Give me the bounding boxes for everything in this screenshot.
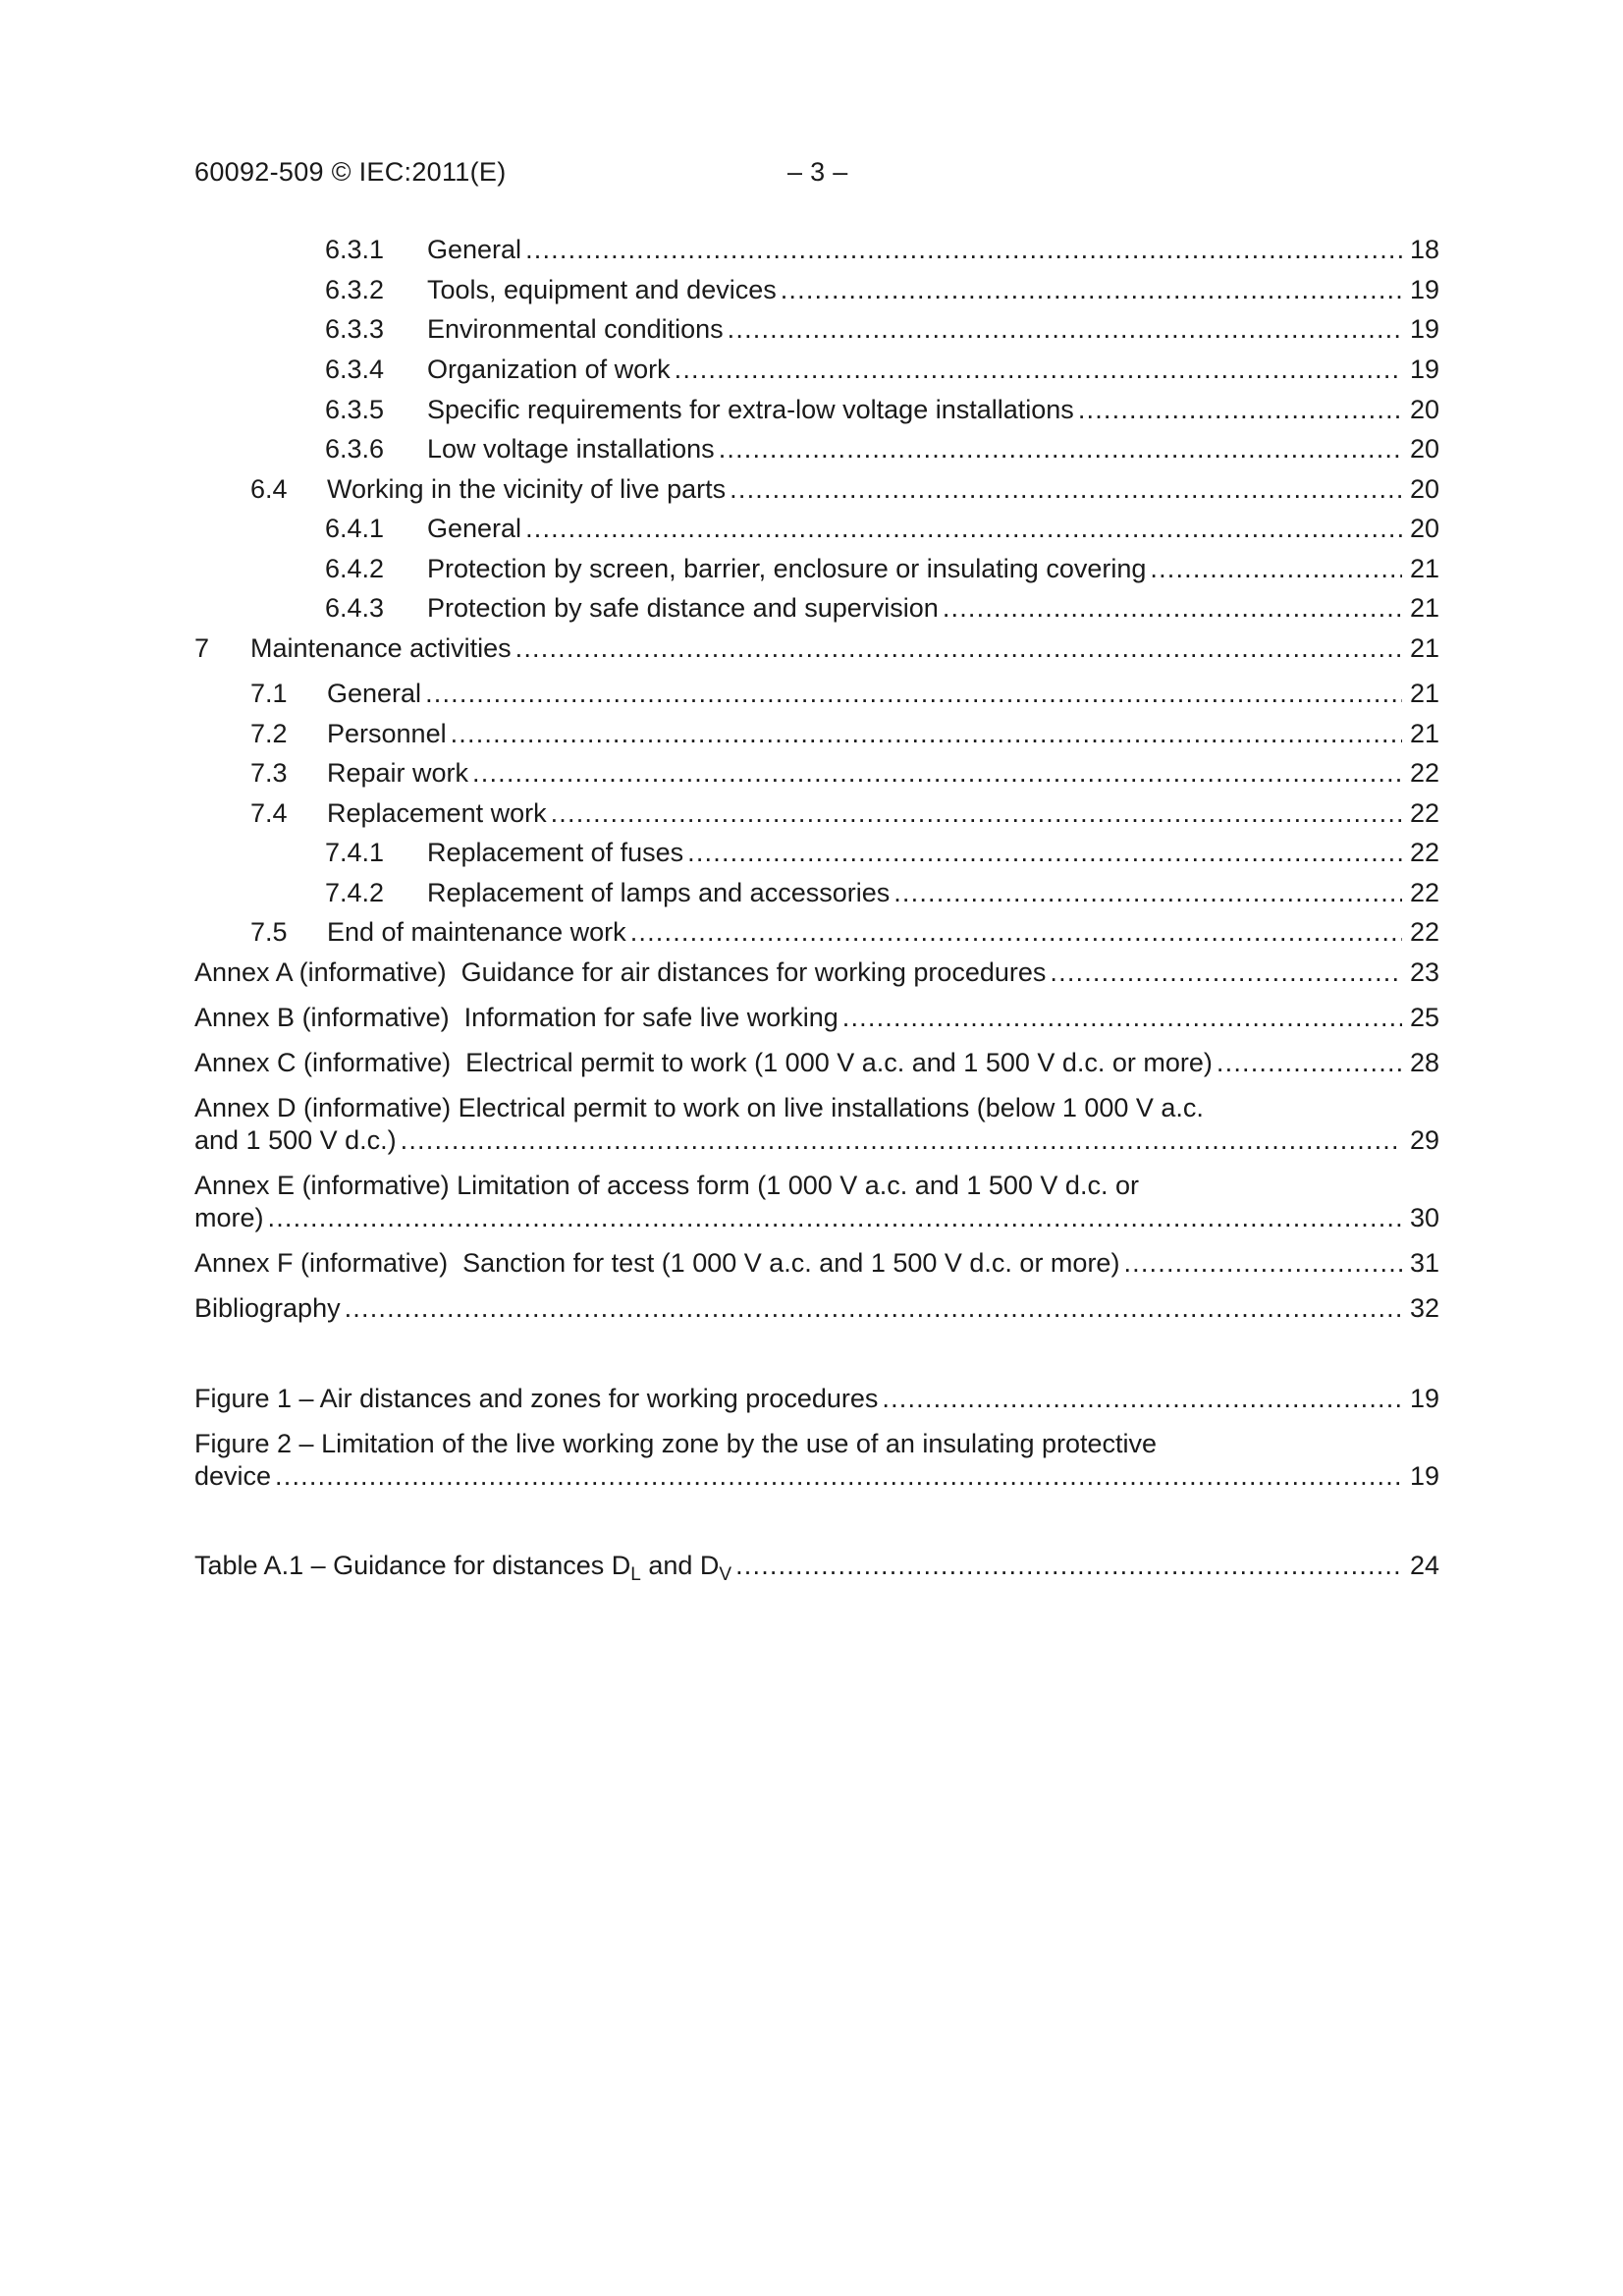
toc-title: Personnel: [327, 719, 447, 748]
toc-entry[interactable]: [194, 353, 1439, 386]
dot-leader: [525, 233, 1402, 266]
dot-leader: [719, 432, 1402, 465]
toc-number: 6.3.6: [325, 434, 385, 464]
dot-leader: [451, 717, 1402, 750]
toc-title: Replacement of fuses: [427, 838, 684, 867]
dot-leader: [472, 756, 1402, 790]
toc-entry[interactable]: [194, 393, 1439, 426]
dot-leader: [425, 677, 1402, 710]
toc-title: Low voltage installations: [427, 434, 715, 464]
annex-title: Annex E (informative) Limitation of access form (1 000 V a.c. and 1 500 V d.c. or: [194, 1171, 1139, 1200]
table-title-text: and D: [640, 1551, 720, 1580]
dot-leader: [1150, 552, 1402, 585]
annex-page: 25: [1409, 1003, 1439, 1032]
toc-entry[interactable]: [194, 717, 1439, 750]
toc-entry[interactable]: [194, 273, 1439, 306]
toc-entry[interactable]: [194, 796, 1439, 830]
toc-number: 7.2: [250, 719, 288, 748]
toc-entry[interactable]: [194, 876, 1439, 909]
toc-entry[interactable]: [194, 836, 1439, 869]
table-page: 24: [1409, 1551, 1439, 1580]
toc-entry[interactable]: [194, 312, 1439, 346]
annex-entry[interactable]: [194, 1246, 1439, 1280]
annex-entry[interactable]: [194, 1169, 1439, 1237]
toc-page: 21: [1409, 633, 1439, 663]
toc-number: 6.3.5: [325, 395, 385, 424]
toc-title: Organization of work: [427, 355, 671, 384]
toc-page: 21: [1409, 554, 1439, 583]
toc-page: 22: [1409, 758, 1439, 788]
toc-title: Replacement work: [327, 798, 547, 828]
annex-entry[interactable]: [194, 1046, 1439, 1079]
bibliography-title: Bibliography: [194, 1293, 341, 1323]
annex-page: 29: [1409, 1125, 1439, 1155]
toc-title: Protection by safe distance and supervision: [427, 593, 939, 623]
bibliography-entry[interactable]: [194, 1291, 1439, 1325]
annex-title: Annex A (informative) Guidance for air distances for working procedures: [194, 957, 1047, 987]
toc-title: Maintenance activities: [250, 633, 512, 663]
toc-page: 19: [1409, 355, 1439, 384]
annex-page: 31: [1409, 1248, 1439, 1278]
dot-leader: [882, 1382, 1402, 1415]
bibliography-page: 32: [1409, 1293, 1439, 1323]
figure-title-continued: device: [194, 1461, 272, 1491]
toc-page: 20: [1409, 434, 1439, 464]
toc-entry[interactable]: [194, 512, 1439, 545]
toc-entry[interactable]: [194, 432, 1439, 465]
annex-title: Annex B (informative) Information for safe live working: [194, 1003, 839, 1032]
table-entry[interactable]: [194, 1549, 1439, 1588]
dot-leader: [401, 1123, 1402, 1157]
figure-page: 19: [1409, 1384, 1439, 1413]
toc-entry[interactable]: [194, 233, 1439, 266]
figure-title: Figure 1 – Air distances and zones for working procedures: [194, 1384, 879, 1413]
toc-number: 7.1: [250, 679, 288, 708]
toc-number: 6.3.1: [325, 235, 385, 264]
dot-leader: [275, 1459, 1402, 1493]
toc-number: 7: [194, 633, 210, 663]
annex-title: Annex F (informative) Sanction for test (1 000 V a.c. and 1 500 V d.c. or more): [194, 1248, 1120, 1278]
toc-title: End of maintenance work: [327, 917, 626, 947]
toc-title: General: [427, 514, 522, 543]
toc-page: 20: [1409, 474, 1439, 504]
dot-leader: [551, 796, 1402, 830]
dot-leader: [730, 472, 1402, 506]
figure-page: 19: [1409, 1461, 1439, 1491]
dot-leader: [781, 273, 1402, 306]
dot-leader: [1078, 393, 1402, 426]
annex-title-continued: and 1 500 V d.c.): [194, 1125, 397, 1155]
figure-title: Figure 2 – Limitation of the live working zone by the use of an insulating protective: [194, 1429, 1158, 1458]
dot-leader: [1050, 956, 1402, 989]
figure-entry[interactable]: [194, 1427, 1439, 1496]
toc-page: 19: [1409, 275, 1439, 304]
toc-number: 7.5: [250, 917, 288, 947]
toc-number: 7.4.1: [325, 838, 385, 867]
dot-leader: [675, 353, 1402, 386]
toc-number: 6.3.2: [325, 275, 385, 304]
dot-leader: [268, 1201, 1402, 1234]
dot-leader: [345, 1291, 1402, 1325]
toc-number: 7.3: [250, 758, 288, 788]
page-header: [194, 157, 1441, 196]
dot-leader: [893, 876, 1402, 909]
dot-leader: [735, 1549, 1402, 1582]
toc-title: Replacement of lamps and accessories: [427, 878, 891, 907]
toc-number: 6.4.3: [325, 593, 385, 623]
page-number: – 3 –: [787, 157, 848, 187]
annex-entry[interactable]: [194, 956, 1439, 989]
toc-title: Specific requirements for extra-low voltage installations: [427, 395, 1074, 424]
toc-entry[interactable]: [194, 591, 1439, 625]
dot-leader: [515, 631, 1402, 665]
dot-leader: [943, 591, 1402, 625]
dot-leader: [687, 836, 1402, 869]
toc-title: General: [327, 679, 422, 708]
toc-page: 22: [1409, 917, 1439, 947]
annex-title: Annex D (informative) Electrical permit to work on live installations (below 1 000 V a.c.: [194, 1093, 1204, 1122]
toc-entry[interactable]: [194, 756, 1439, 790]
annex-title: Annex C (informative) Electrical permit to work (1 000 V a.c. and 1 500 V d.c. or more): [194, 1048, 1213, 1077]
dot-leader: [1217, 1046, 1402, 1079]
toc-number: 7.4.2: [325, 878, 385, 907]
annex-page: 23: [1409, 957, 1439, 987]
dot-leader: [728, 312, 1402, 346]
toc-page: 22: [1409, 798, 1439, 828]
toc-entry[interactable]: [194, 631, 1439, 665]
annex-entry[interactable]: [194, 1091, 1439, 1160]
toc-title: General: [427, 235, 522, 264]
dot-leader: [1123, 1246, 1402, 1280]
figure-entry[interactable]: [194, 1382, 1439, 1415]
annex-page: 30: [1409, 1203, 1439, 1232]
toc-page: 21: [1409, 593, 1439, 623]
toc-number: 6.3.4: [325, 355, 385, 384]
dot-leader: [525, 512, 1402, 545]
subscript-v: V: [719, 1564, 732, 1585]
subscript-l: L: [630, 1564, 641, 1585]
toc-number: 6.4.2: [325, 554, 385, 583]
toc-number: 6.3.3: [325, 314, 385, 344]
toc-number: 7.4: [250, 798, 288, 828]
toc-page: 22: [1409, 838, 1439, 867]
toc-title: Environmental conditions: [427, 314, 724, 344]
toc-page: 22: [1409, 878, 1439, 907]
document-id: 60092-509 © IEC:2011(E): [194, 157, 507, 187]
toc-number: 6.4: [250, 474, 288, 504]
toc-entry[interactable]: [194, 915, 1439, 949]
toc-page: 19: [1409, 314, 1439, 344]
toc-page: 20: [1409, 514, 1439, 543]
toc-entry[interactable]: [194, 472, 1439, 506]
toc-title: Tools, equipment and devices: [427, 275, 777, 304]
toc-page: 20: [1409, 395, 1439, 424]
annex-page: 28: [1409, 1048, 1439, 1077]
toc-title: Protection by screen, barrier, enclosure or insulating covering: [427, 554, 1147, 583]
dot-leader: [842, 1001, 1402, 1034]
toc-number: 6.4.1: [325, 514, 385, 543]
toc-title: Working in the vicinity of live parts: [327, 474, 727, 504]
toc-entry[interactable]: [194, 677, 1439, 710]
toc-entry[interactable]: [194, 552, 1439, 585]
toc-page: 21: [1409, 679, 1439, 708]
toc-title: Repair work: [327, 758, 469, 788]
table-title: [194, 1549, 732, 1585]
annex-title-continued: more): [194, 1203, 264, 1232]
annex-entry[interactable]: [194, 1001, 1439, 1034]
table-title-text: Table A.1 – Guidance for distances D: [194, 1551, 631, 1580]
toc-page: 21: [1409, 719, 1439, 748]
toc-page: 18: [1409, 235, 1439, 264]
dot-leader: [630, 915, 1402, 949]
